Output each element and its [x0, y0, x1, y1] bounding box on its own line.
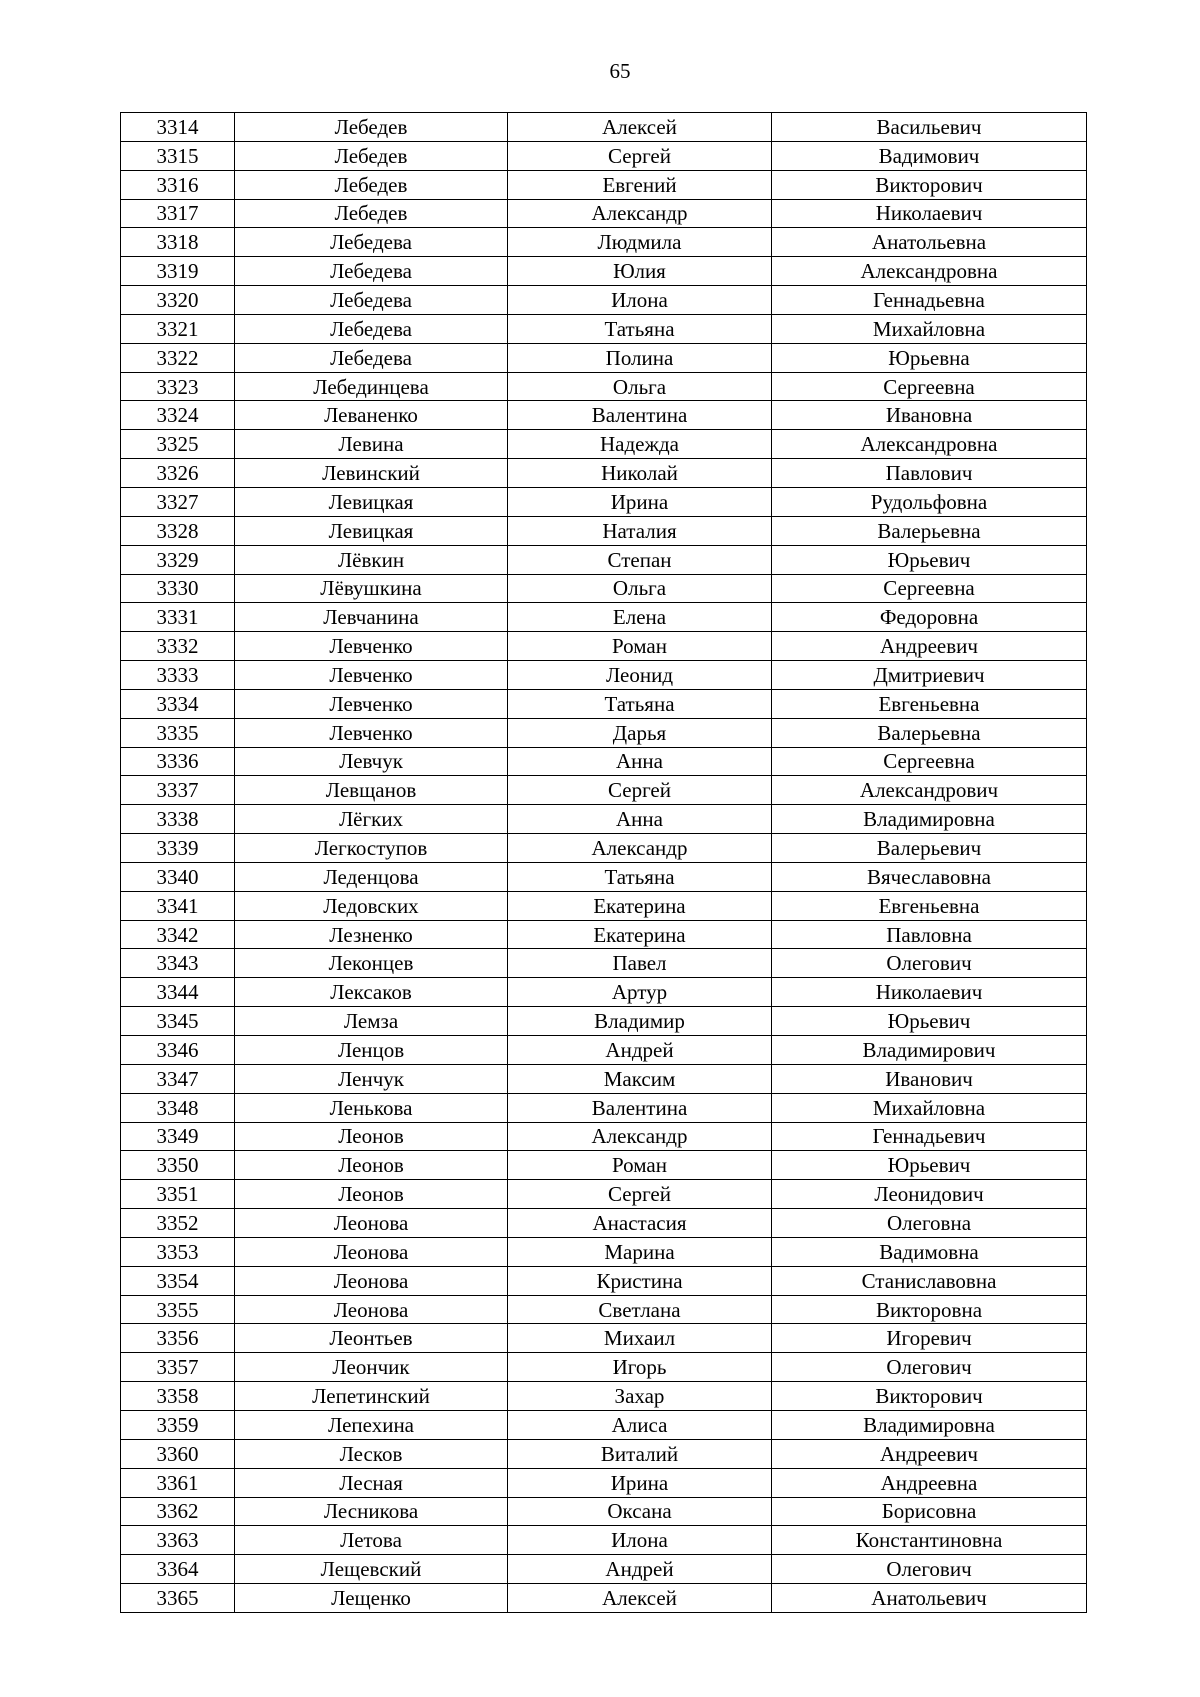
row-number-cell: 3314	[121, 113, 235, 142]
patronymic-cell: Олегович	[772, 949, 1087, 978]
patronymic-cell: Васильевич	[772, 113, 1087, 142]
last-name-cell: Леонов	[235, 1122, 508, 1151]
last-name-cell: Левицкая	[235, 487, 508, 516]
row-number-cell: 3345	[121, 1007, 235, 1036]
table-row	[121, 113, 1087, 142]
table-row	[121, 1353, 1087, 1382]
first-name-cell: Елена	[508, 603, 772, 632]
table-row	[121, 1382, 1087, 1411]
row-number-cell: 3319	[121, 257, 235, 286]
first-name-cell: Ирина	[508, 1468, 772, 1497]
patronymic-cell: Олегович	[772, 1353, 1087, 1382]
first-name-cell: Александр	[508, 199, 772, 228]
last-name-cell: Лещенко	[235, 1584, 508, 1613]
patronymic-cell: Ивановна	[772, 401, 1087, 430]
patronymic-cell: Викторович	[772, 170, 1087, 199]
first-name-cell: Кристина	[508, 1266, 772, 1295]
first-name-cell: Анна	[508, 805, 772, 834]
last-name-cell: Лебедев	[235, 141, 508, 170]
table-row	[121, 978, 1087, 1007]
first-name-cell: Сергей	[508, 1180, 772, 1209]
row-number-cell: 3329	[121, 545, 235, 574]
table-row	[121, 805, 1087, 834]
patronymic-cell: Александрович	[772, 776, 1087, 805]
first-name-cell: Александр	[508, 834, 772, 863]
patronymic-cell: Евгеньевна	[772, 689, 1087, 718]
table-row	[121, 1555, 1087, 1584]
roster-table	[120, 112, 1087, 1613]
first-name-cell: Владимир	[508, 1007, 772, 1036]
row-number-cell: 3338	[121, 805, 235, 834]
first-name-cell: Юлия	[508, 257, 772, 286]
row-number-cell: 3318	[121, 228, 235, 257]
table-row	[121, 661, 1087, 690]
first-name-cell: Полина	[508, 343, 772, 372]
last-name-cell: Ленчук	[235, 1064, 508, 1093]
patronymic-cell: Леонидович	[772, 1180, 1087, 1209]
patronymic-cell: Викторович	[772, 1382, 1087, 1411]
table-row	[121, 1237, 1087, 1266]
row-number-cell: 3346	[121, 1036, 235, 1065]
patronymic-cell: Константиновна	[772, 1526, 1087, 1555]
last-name-cell: Лебедева	[235, 286, 508, 315]
row-number-cell: 3354	[121, 1266, 235, 1295]
patronymic-cell: Валерьевна	[772, 718, 1087, 747]
patronymic-cell: Дмитриевич	[772, 661, 1087, 690]
first-name-cell: Светлана	[508, 1295, 772, 1324]
row-number-cell: 3348	[121, 1093, 235, 1122]
last-name-cell: Левченко	[235, 661, 508, 690]
last-name-cell: Леонтьев	[235, 1324, 508, 1353]
patronymic-cell: Олегович	[772, 1555, 1087, 1584]
patronymic-cell: Андреевич	[772, 1439, 1087, 1468]
first-name-cell: Татьяна	[508, 862, 772, 891]
patronymic-cell: Александровна	[772, 430, 1087, 459]
patronymic-cell: Вячеславовна	[772, 862, 1087, 891]
row-number-cell: 3343	[121, 949, 235, 978]
first-name-cell: Артур	[508, 978, 772, 1007]
row-number-cell: 3333	[121, 661, 235, 690]
first-name-cell: Максим	[508, 1064, 772, 1093]
row-number-cell: 3321	[121, 314, 235, 343]
patronymic-cell: Юрьевич	[772, 545, 1087, 574]
last-name-cell: Леонов	[235, 1151, 508, 1180]
table-row	[121, 1036, 1087, 1065]
first-name-cell: Оксана	[508, 1497, 772, 1526]
table-row	[121, 1064, 1087, 1093]
row-number-cell: 3324	[121, 401, 235, 430]
table-row	[121, 1468, 1087, 1497]
patronymic-cell: Павловна	[772, 920, 1087, 949]
row-number-cell: 3356	[121, 1324, 235, 1353]
first-name-cell: Андрей	[508, 1555, 772, 1584]
table-row	[121, 286, 1087, 315]
first-name-cell: Людмила	[508, 228, 772, 257]
last-name-cell: Левченко	[235, 632, 508, 661]
last-name-cell: Леваненко	[235, 401, 508, 430]
patronymic-cell: Юрьевна	[772, 343, 1087, 372]
last-name-cell: Леконцев	[235, 949, 508, 978]
table-row	[121, 487, 1087, 516]
table-row	[121, 891, 1087, 920]
row-number-cell: 3344	[121, 978, 235, 1007]
first-name-cell: Надежда	[508, 430, 772, 459]
row-number-cell: 3363	[121, 1526, 235, 1555]
patronymic-cell: Геннадьевич	[772, 1122, 1087, 1151]
row-number-cell: 3322	[121, 343, 235, 372]
table-row	[121, 632, 1087, 661]
patronymic-cell: Иванович	[772, 1064, 1087, 1093]
last-name-cell: Лемза	[235, 1007, 508, 1036]
patronymic-cell: Владимировна	[772, 1410, 1087, 1439]
patronymic-cell: Юрьевич	[772, 1007, 1087, 1036]
table-row	[121, 257, 1087, 286]
table-row	[121, 574, 1087, 603]
table-row	[121, 834, 1087, 863]
patronymic-cell: Станиславовна	[772, 1266, 1087, 1295]
table-row	[121, 170, 1087, 199]
last-name-cell: Лепехина	[235, 1410, 508, 1439]
last-name-cell: Леонов	[235, 1180, 508, 1209]
last-name-cell: Летова	[235, 1526, 508, 1555]
first-name-cell: Илона	[508, 1526, 772, 1555]
patronymic-cell: Борисовна	[772, 1497, 1087, 1526]
first-name-cell: Екатерина	[508, 920, 772, 949]
patronymic-cell: Сергеевна	[772, 372, 1087, 401]
row-number-cell: 3335	[121, 718, 235, 747]
last-name-cell: Леонова	[235, 1209, 508, 1238]
row-number-cell: 3362	[121, 1497, 235, 1526]
table-row	[121, 1410, 1087, 1439]
table-row	[121, 949, 1087, 978]
row-number-cell: 3349	[121, 1122, 235, 1151]
patronymic-cell: Олеговна	[772, 1209, 1087, 1238]
row-number-cell: 3339	[121, 834, 235, 863]
patronymic-cell: Андреевич	[772, 632, 1087, 661]
roster-table-body	[121, 113, 1087, 1613]
table-row	[121, 343, 1087, 372]
table-row	[121, 228, 1087, 257]
last-name-cell: Левченко	[235, 689, 508, 718]
last-name-cell: Легкоступов	[235, 834, 508, 863]
last-name-cell: Леончик	[235, 1353, 508, 1382]
row-number-cell: 3340	[121, 862, 235, 891]
table-row	[121, 1180, 1087, 1209]
first-name-cell: Андрей	[508, 1036, 772, 1065]
first-name-cell: Роман	[508, 632, 772, 661]
row-number-cell: 3359	[121, 1410, 235, 1439]
last-name-cell: Лебедева	[235, 314, 508, 343]
table-row	[121, 747, 1087, 776]
patronymic-cell: Михайловна	[772, 1093, 1087, 1122]
last-name-cell: Лебедева	[235, 228, 508, 257]
first-name-cell: Сергей	[508, 776, 772, 805]
patronymic-cell: Анатольевич	[772, 1584, 1087, 1613]
table-row	[121, 459, 1087, 488]
row-number-cell: 3336	[121, 747, 235, 776]
first-name-cell: Екатерина	[508, 891, 772, 920]
first-name-cell: Алексей	[508, 113, 772, 142]
row-number-cell: 3352	[121, 1209, 235, 1238]
row-number-cell: 3330	[121, 574, 235, 603]
last-name-cell: Лесков	[235, 1439, 508, 1468]
table-row	[121, 1295, 1087, 1324]
page-number: 65	[609, 59, 631, 83]
row-number-cell: 3327	[121, 487, 235, 516]
last-name-cell: Леонова	[235, 1295, 508, 1324]
patronymic-cell: Валерьевич	[772, 834, 1087, 863]
table-row	[121, 1584, 1087, 1613]
patronymic-cell: Вадимовна	[772, 1237, 1087, 1266]
first-name-cell: Степан	[508, 545, 772, 574]
last-name-cell: Лещевский	[235, 1555, 508, 1584]
first-name-cell: Николай	[508, 459, 772, 488]
table-row	[121, 1122, 1087, 1151]
patronymic-cell: Николаевич	[772, 978, 1087, 1007]
first-name-cell: Анастасия	[508, 1209, 772, 1238]
table-row	[121, 1007, 1087, 1036]
patronymic-cell: Валерьевна	[772, 516, 1087, 545]
last-name-cell: Лебедев	[235, 170, 508, 199]
row-number-cell: 3326	[121, 459, 235, 488]
first-name-cell: Роман	[508, 1151, 772, 1180]
first-name-cell: Александр	[508, 1122, 772, 1151]
last-name-cell: Лебедева	[235, 343, 508, 372]
patronymic-cell: Владимировна	[772, 805, 1087, 834]
row-number-cell: 3315	[121, 141, 235, 170]
last-name-cell: Лебедев	[235, 113, 508, 142]
last-name-cell: Лесная	[235, 1468, 508, 1497]
first-name-cell: Валентина	[508, 401, 772, 430]
first-name-cell: Сергей	[508, 141, 772, 170]
first-name-cell: Виталий	[508, 1439, 772, 1468]
row-number-cell: 3323	[121, 372, 235, 401]
first-name-cell: Наталия	[508, 516, 772, 545]
patronymic-cell: Павлович	[772, 459, 1087, 488]
first-name-cell: Алиса	[508, 1410, 772, 1439]
row-number-cell: 3334	[121, 689, 235, 718]
last-name-cell: Левина	[235, 430, 508, 459]
patronymic-cell: Анатольевна	[772, 228, 1087, 257]
first-name-cell: Захар	[508, 1382, 772, 1411]
row-number-cell: 3317	[121, 199, 235, 228]
last-name-cell: Леденцова	[235, 862, 508, 891]
table-row	[121, 1266, 1087, 1295]
last-name-cell: Лёгких	[235, 805, 508, 834]
table-row	[121, 603, 1087, 632]
patronymic-cell: Федоровна	[772, 603, 1087, 632]
last-name-cell: Леонова	[235, 1266, 508, 1295]
row-number-cell: 3365	[121, 1584, 235, 1613]
patronymic-cell: Геннадьевна	[772, 286, 1087, 315]
last-name-cell: Лезненко	[235, 920, 508, 949]
table-row	[121, 516, 1087, 545]
patronymic-cell: Сергеевна	[772, 747, 1087, 776]
last-name-cell: Лебедев	[235, 199, 508, 228]
first-name-cell: Татьяна	[508, 689, 772, 718]
row-number-cell: 3350	[121, 1151, 235, 1180]
last-name-cell: Лексаков	[235, 978, 508, 1007]
table-row	[121, 1151, 1087, 1180]
patronymic-cell: Владимирович	[772, 1036, 1087, 1065]
first-name-cell: Евгений	[508, 170, 772, 199]
first-name-cell: Ольга	[508, 372, 772, 401]
row-number-cell: 3357	[121, 1353, 235, 1382]
first-name-cell: Ирина	[508, 487, 772, 516]
table-row	[121, 862, 1087, 891]
row-number-cell: 3361	[121, 1468, 235, 1497]
table-row	[121, 776, 1087, 805]
table-row	[121, 314, 1087, 343]
row-number-cell: 3351	[121, 1180, 235, 1209]
patronymic-cell: Александровна	[772, 257, 1087, 286]
row-number-cell: 3358	[121, 1382, 235, 1411]
last-name-cell: Левчанина	[235, 603, 508, 632]
table-row	[121, 1526, 1087, 1555]
table-row	[121, 401, 1087, 430]
first-name-cell: Марина	[508, 1237, 772, 1266]
row-number-cell: 3342	[121, 920, 235, 949]
table-row	[121, 689, 1087, 718]
first-name-cell: Михаил	[508, 1324, 772, 1353]
first-name-cell: Дарья	[508, 718, 772, 747]
last-name-cell: Левчук	[235, 747, 508, 776]
patronymic-cell: Вадимович	[772, 141, 1087, 170]
row-number-cell: 3325	[121, 430, 235, 459]
table-row	[121, 1209, 1087, 1238]
last-name-cell: Левщанов	[235, 776, 508, 805]
first-name-cell: Татьяна	[508, 314, 772, 343]
last-name-cell: Левинский	[235, 459, 508, 488]
last-name-cell: Лепетинский	[235, 1382, 508, 1411]
first-name-cell: Алексей	[508, 1584, 772, 1613]
table-row	[121, 372, 1087, 401]
table-row	[121, 1497, 1087, 1526]
patronymic-cell: Юрьевич	[772, 1151, 1087, 1180]
table-row	[121, 430, 1087, 459]
patronymic-cell: Игоревич	[772, 1324, 1087, 1353]
row-number-cell: 3316	[121, 170, 235, 199]
patronymic-cell: Евгеньевна	[772, 891, 1087, 920]
row-number-cell: 3337	[121, 776, 235, 805]
first-name-cell: Илона	[508, 286, 772, 315]
table-row	[121, 141, 1087, 170]
row-number-cell: 3332	[121, 632, 235, 661]
table-row	[121, 920, 1087, 949]
first-name-cell: Ольга	[508, 574, 772, 603]
first-name-cell: Валентина	[508, 1093, 772, 1122]
last-name-cell: Левченко	[235, 718, 508, 747]
first-name-cell: Леонид	[508, 661, 772, 690]
row-number-cell: 3353	[121, 1237, 235, 1266]
table-row	[121, 718, 1087, 747]
row-number-cell: 3355	[121, 1295, 235, 1324]
last-name-cell: Лебедева	[235, 257, 508, 286]
last-name-cell: Лесникова	[235, 1497, 508, 1526]
last-name-cell: Ленцов	[235, 1036, 508, 1065]
last-name-cell: Ленькова	[235, 1093, 508, 1122]
last-name-cell: Лёвкин	[235, 545, 508, 574]
table-row	[121, 199, 1087, 228]
row-number-cell: 3328	[121, 516, 235, 545]
table-row	[121, 545, 1087, 574]
row-number-cell: 3331	[121, 603, 235, 632]
row-number-cell: 3360	[121, 1439, 235, 1468]
patronymic-cell: Михайловна	[772, 314, 1087, 343]
row-number-cell: 3364	[121, 1555, 235, 1584]
first-name-cell: Анна	[508, 747, 772, 776]
patronymic-cell: Викторовна	[772, 1295, 1087, 1324]
table-row	[121, 1439, 1087, 1468]
patronymic-cell: Николаевич	[772, 199, 1087, 228]
last-name-cell: Лебединцева	[235, 372, 508, 401]
patronymic-cell: Сергеевна	[772, 574, 1087, 603]
first-name-cell: Игорь	[508, 1353, 772, 1382]
row-number-cell: 3347	[121, 1064, 235, 1093]
last-name-cell: Левицкая	[235, 516, 508, 545]
row-number-cell: 3320	[121, 286, 235, 315]
table-row	[121, 1324, 1087, 1353]
table-row	[121, 1093, 1087, 1122]
patronymic-cell: Андреевна	[772, 1468, 1087, 1497]
patronymic-cell: Рудольфовна	[772, 487, 1087, 516]
last-name-cell: Леонова	[235, 1237, 508, 1266]
last-name-cell: Ледовских	[235, 891, 508, 920]
last-name-cell: Лёвушкина	[235, 574, 508, 603]
row-number-cell: 3341	[121, 891, 235, 920]
first-name-cell: Павел	[508, 949, 772, 978]
